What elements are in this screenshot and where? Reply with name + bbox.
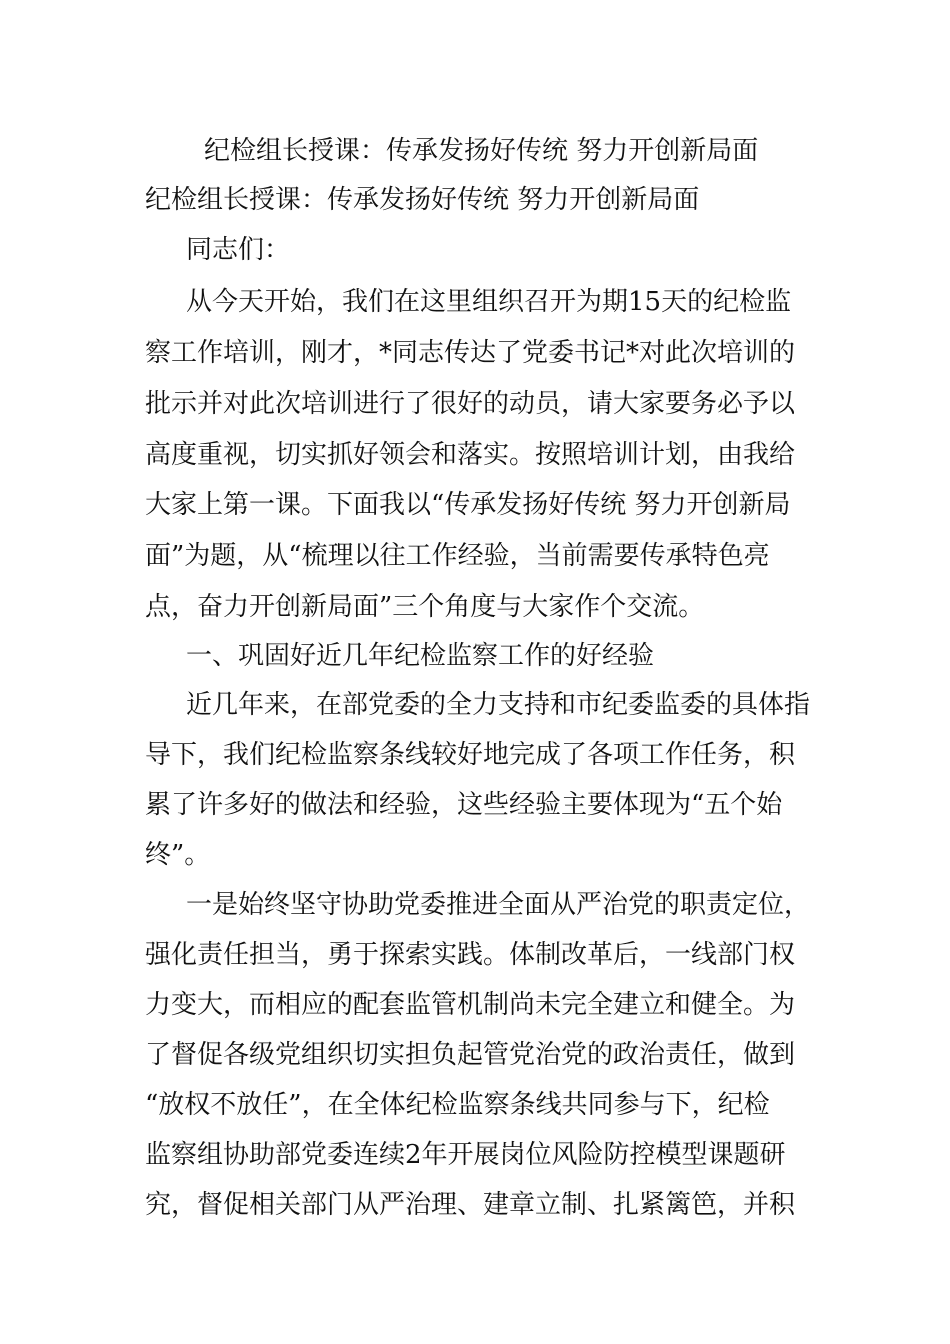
text-line: 面”为题，从“梳理以往工作经验，当前需要传承特色亮 [145, 541, 770, 571]
text-line: 一是始终坚守协助党委推进全面从严治党的职责定位， [186, 890, 811, 920]
text-line: 大家上第一课。下面我以“传承发扬好传统 努力开创新局 [145, 490, 791, 520]
text-line: “放权不放任”，在全体纪检监察条线共同参与下，纪检 [145, 1090, 770, 1120]
text-line: 高度重视，切实抓好领会和落实。按照培训计划，由我给 [145, 440, 796, 470]
section-heading: 一、巩固好近几年纪检监察工作的好经验 [186, 641, 655, 671]
text-line: 终”。 [145, 840, 211, 870]
text-line: 导下，我们纪检监察条线较好地完成了各项工作任务，积 [145, 740, 796, 770]
text-line: 点，奋力开创新局面”三个角度与大家作个交流。 [145, 592, 705, 622]
text-line: 了督促各级党组织切实担负起管党治党的政治责任，做到 [145, 1040, 796, 1070]
text-line: 监察组协助部党委连续2年开展岗位风险防控模型课题研 [145, 1140, 786, 1170]
text-line: 力变大，而相应的配套监管机制尚未完全建立和健全。为 [145, 990, 796, 1020]
text-line: 近几年来，在部党委的全力支持和市纪委监委的具体指 [186, 690, 811, 720]
text-line: 究，督促相关部门从严治理、建章立制、扎紧篱笆，并积 [145, 1190, 796, 1220]
text-line: 强化责任担当，勇于探索实践。体制改革后，一线部门权 [145, 940, 796, 970]
text-line: 累了许多好的做法和经验，这些经验主要体现为“五个始 [145, 790, 783, 820]
text-line: 从今天开始，我们在这里组织召开为期15天的纪检监 [186, 287, 792, 317]
document-title: 纪检组长授课：传承发扬好传统 努力开创新局面 [204, 136, 759, 166]
text-line: 批示并对此次培训进行了很好的动员，请大家要务必予以 [145, 389, 796, 419]
text-line: 察工作培训，刚才，*同志传达了党委书记*对此次培训的 [145, 338, 796, 368]
document-subtitle: 纪检组长授课：传承发扬好传统 努力开创新局面 [145, 185, 700, 215]
text-line: 同志们： [186, 235, 291, 265]
